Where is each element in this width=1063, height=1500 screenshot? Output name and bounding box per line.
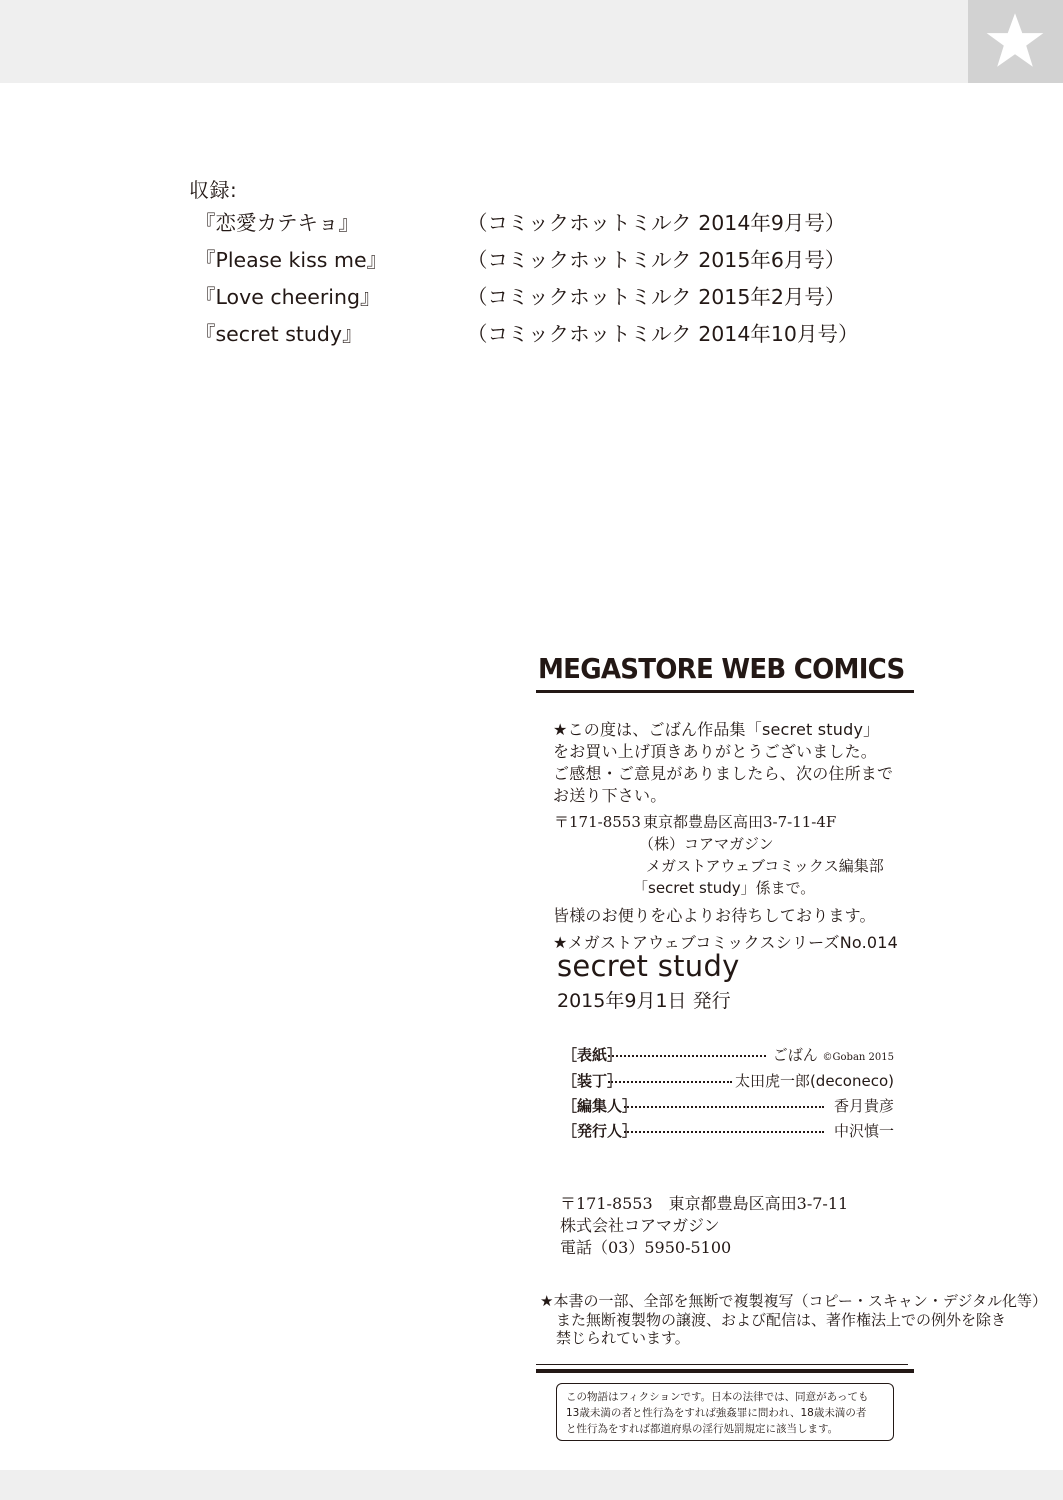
- notice-line: と性行為をすれば都道府県の淫行処罰規定に該当します。: [566, 1423, 839, 1435]
- star-corner-box: [968, 0, 1063, 83]
- publisher-address: 〒171-8553 東京都豊島区高田3-7-11: [560, 1194, 849, 1213]
- recording-source: （コミックホットミルク 2014年10月号）: [467, 322, 859, 346]
- message-line: ★この度は、ごばん作品集「secret study」: [553, 720, 880, 739]
- recording-title: 『Love cheering』: [195, 285, 381, 309]
- notice-line: 13歳未満の者と性行為をすれば強姦罪に問われ、18歳未満の者: [566, 1407, 867, 1419]
- address-street: 東京都豊島区高田3-7-11-4F: [643, 813, 837, 831]
- credit-name-text: ごばん: [772, 1046, 818, 1064]
- address-company: （株）コアマガジン: [639, 835, 774, 853]
- address-postal: 〒171-8553: [554, 813, 641, 831]
- publisher-company: 株式会社コアマガジン: [560, 1216, 720, 1235]
- credit-role: ［発行人］: [562, 1122, 638, 1140]
- leader-dots: [624, 1106, 824, 1108]
- warning-line: 禁じられています。: [556, 1329, 690, 1347]
- message-line: お送り下さい。: [553, 786, 667, 805]
- address-department: メガストアウェブコミックス編集部: [646, 857, 884, 875]
- recording-source: （コミックホットミルク 2014年9月号）: [467, 211, 846, 235]
- recording-item: [195, 280, 895, 310]
- credit-row: [562, 1070, 894, 1090]
- bottom-band: [0, 1470, 1063, 1500]
- recording-source: （コミックホットミルク 2015年6月号）: [467, 248, 846, 272]
- credit-name: 中沢慎一: [833, 1122, 894, 1140]
- publish-date: 2015年9月1日 発行: [557, 990, 731, 1012]
- closing-text: 皆様のお便りを心よりお待ちしております。: [553, 906, 876, 925]
- message-line: ご感想・ご意見がありましたら、次の住所まで: [553, 764, 894, 783]
- credit-name: [773, 1044, 894, 1065]
- recording-title: 『secret study』: [195, 322, 363, 346]
- address-attention: 「secret study」係まで。: [633, 879, 816, 897]
- book-title: secret study: [557, 949, 740, 983]
- recording-source: （コミックホットミルク 2015年2月号）: [467, 285, 846, 309]
- recording-item: [195, 206, 895, 236]
- leader-dots: [608, 1081, 732, 1083]
- credit-role: ［装丁］: [562, 1072, 623, 1090]
- warning-line: また無断複製物の譲渡、および配信は、著作権法上での例外を除き: [556, 1311, 1007, 1329]
- divider-thick: [536, 1369, 914, 1373]
- credit-name: 太田虎一郎(deconeco): [734, 1072, 894, 1090]
- leader-dots: [608, 1055, 766, 1057]
- credit-role: ［編集人］: [562, 1097, 638, 1115]
- warning-line: ★本書の一部、全部を無断で複製複写（コピー・スキャン・デジタル化等）: [540, 1292, 1047, 1310]
- recording-item: [195, 243, 895, 273]
- credit-name: 香月貴彦: [833, 1097, 894, 1115]
- divider-thin: [536, 1364, 908, 1365]
- credit-row: [562, 1095, 894, 1115]
- recording-title: 『恋愛カテキョ』: [195, 211, 359, 235]
- top-band: [0, 0, 1063, 83]
- star-icon: [982, 8, 1048, 74]
- credit-copyright: ©Goban 2015: [822, 1052, 894, 1063]
- notice-line: この物語はフィクションです。日本の法律では、同意があっても: [566, 1391, 869, 1403]
- brand-logo: MEGASTORE WEB COMICS: [538, 652, 905, 685]
- fiction-notice-box: [556, 1383, 894, 1441]
- recording-item: [195, 317, 895, 347]
- credit-row: [562, 1044, 894, 1064]
- leader-dots: [624, 1131, 824, 1133]
- recording-title: 『Please kiss me』: [195, 248, 388, 272]
- credit-role: ［表紙］: [562, 1046, 623, 1064]
- message-line: をお買い上げ頂きありがとうございました。: [553, 742, 878, 761]
- credit-row: [562, 1120, 894, 1140]
- series-text: ★メガストアウェブコミックスシリーズNo.014: [553, 933, 899, 952]
- recording-heading: 収録:: [189, 178, 238, 202]
- brand-underline: [536, 690, 914, 693]
- publisher-phone: 電話（03）5950-5100: [560, 1238, 732, 1257]
